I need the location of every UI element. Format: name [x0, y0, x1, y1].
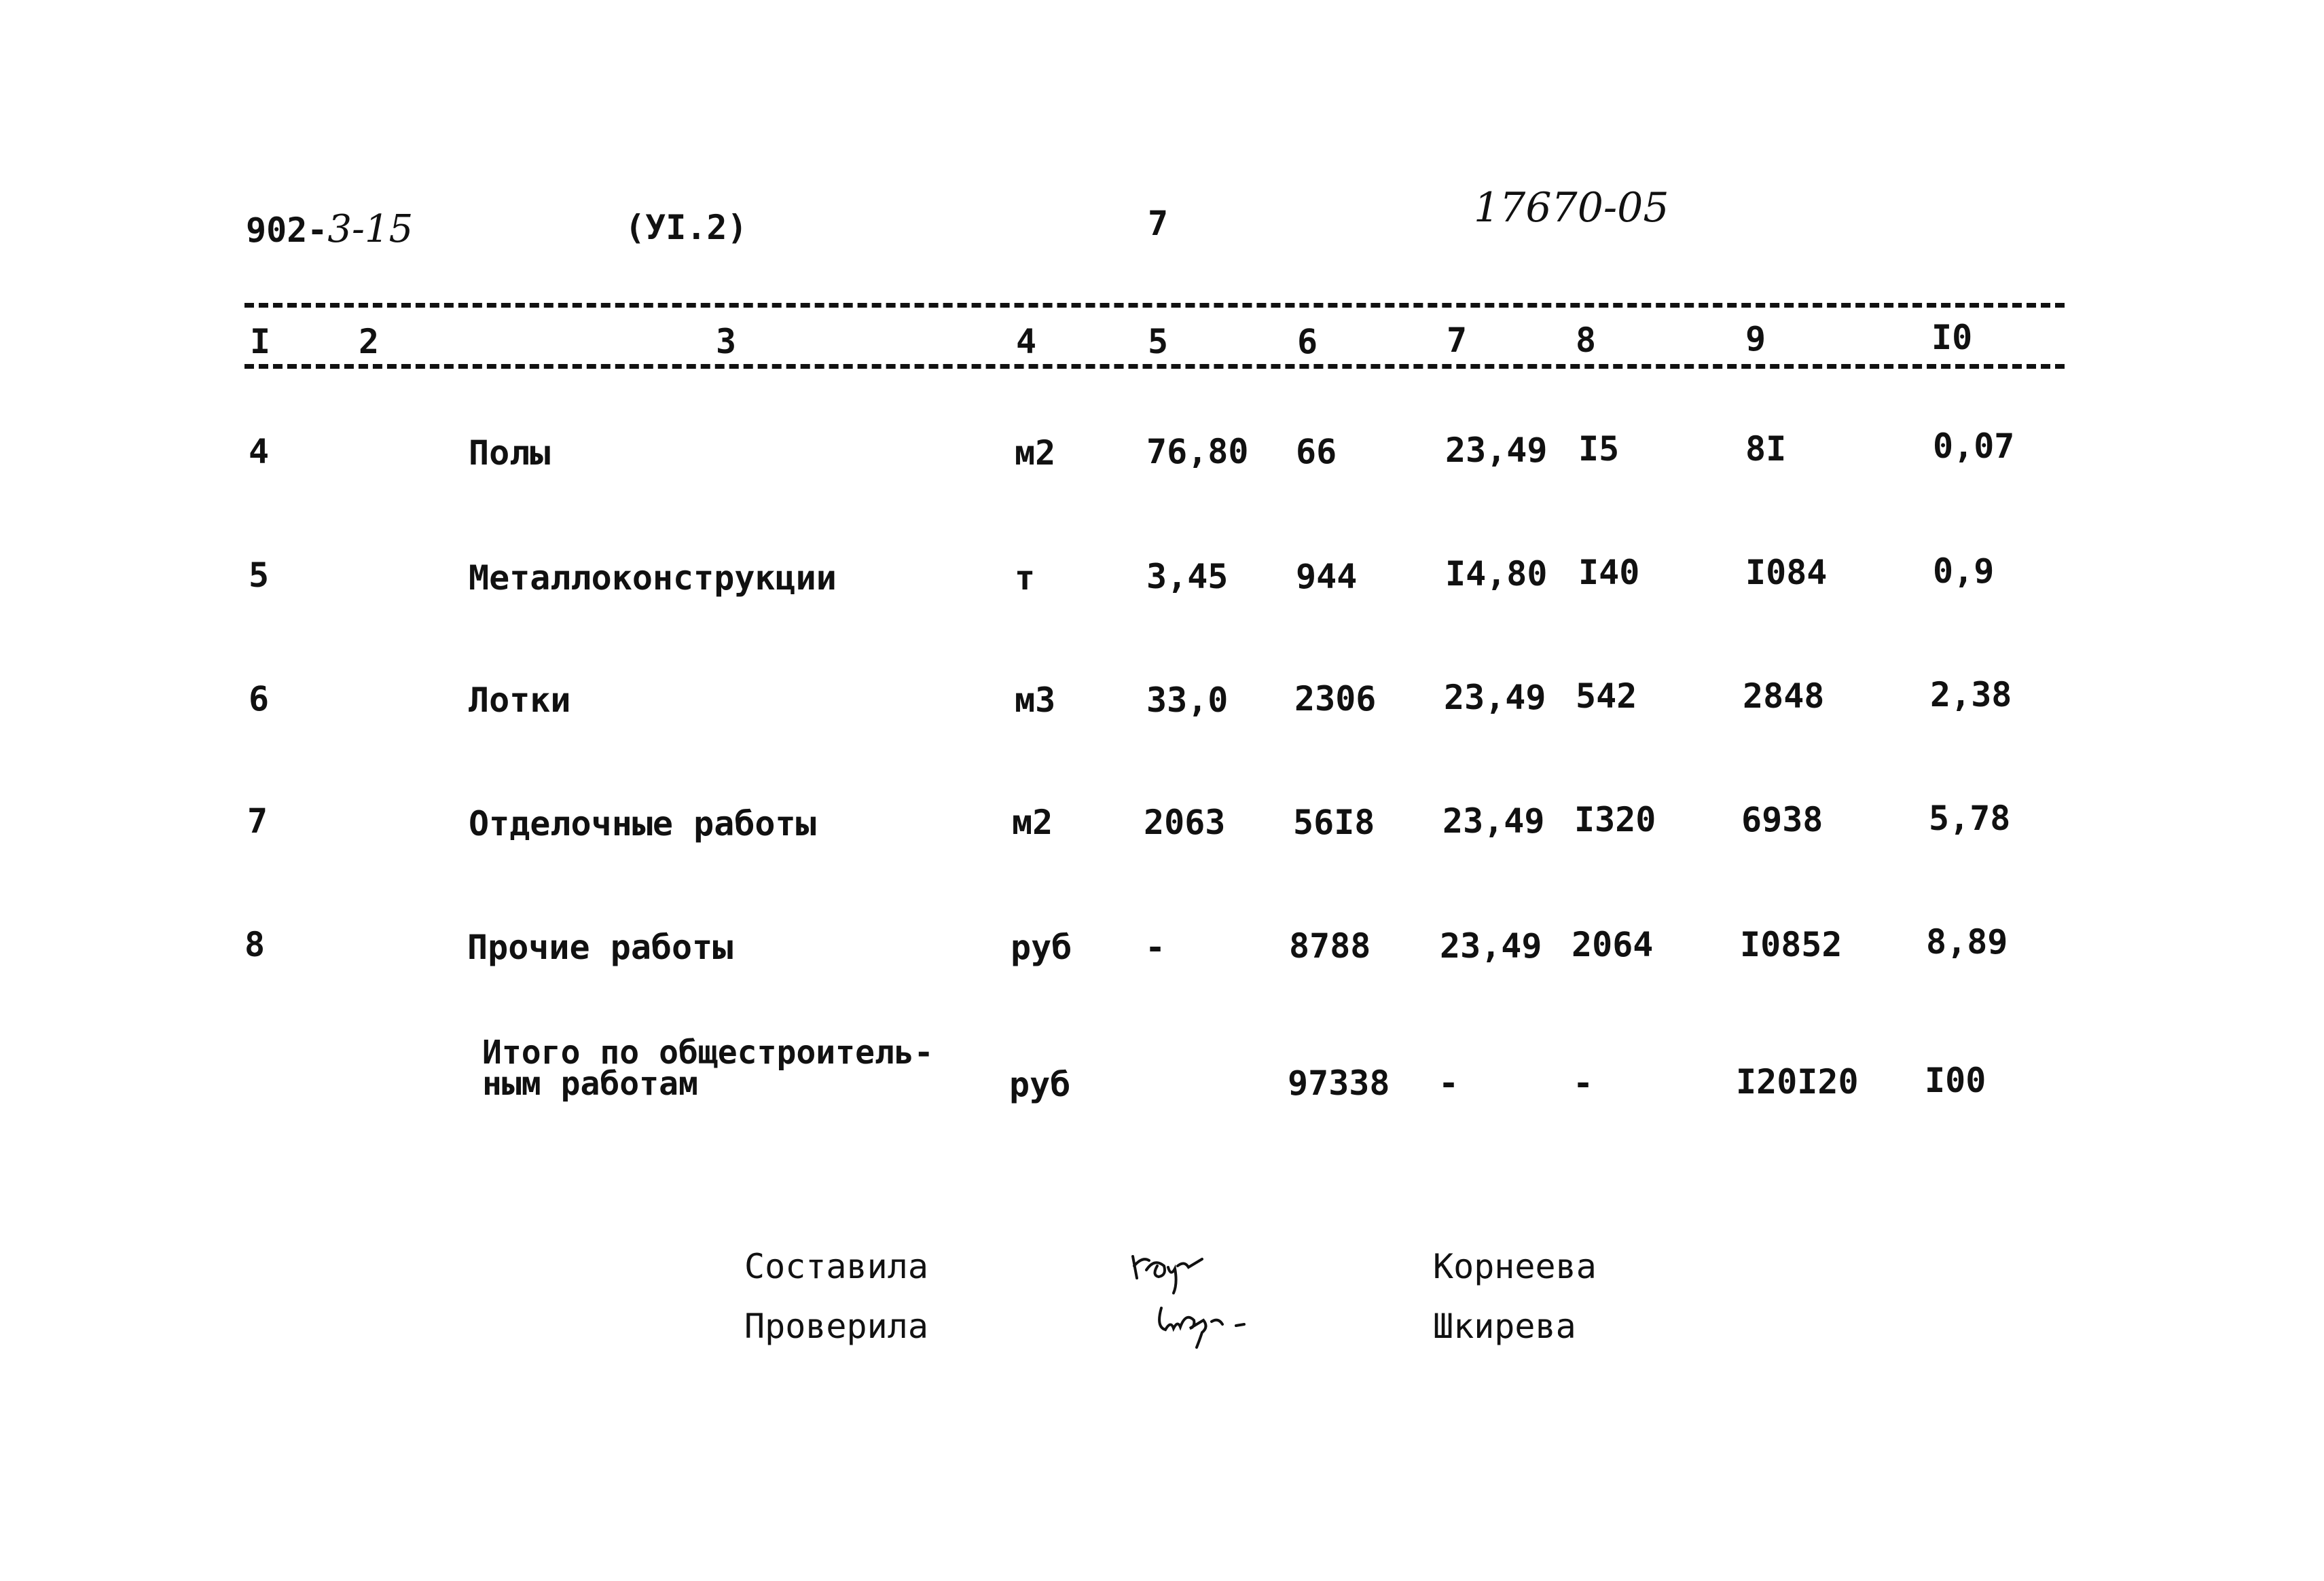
- signature-korneeva-icon: [1127, 1236, 1236, 1297]
- work-name: Металлоконструкции: [469, 558, 837, 598]
- col-6-value: 56I8: [1293, 803, 1375, 842]
- header-rule-bottom: [244, 364, 2065, 369]
- col-7-value: 23,49: [1440, 926, 1542, 966]
- col-6-value: 944: [1296, 557, 1358, 596]
- section-number: (УI.2): [625, 208, 748, 247]
- column-header: I0: [1931, 318, 1973, 357]
- col-6-value: 2306: [1294, 679, 1377, 719]
- column-header: I: [250, 322, 271, 361]
- total-label-line1: Итого по общестроитель-: [482, 1034, 934, 1072]
- column-header: 7: [1447, 321, 1468, 360]
- document-code-handwritten: 3-15: [327, 207, 414, 251]
- row-number: 8: [244, 925, 266, 964]
- unit: т: [1015, 558, 1036, 598]
- column-header: 4: [1016, 322, 1037, 361]
- total-col-8: -: [1573, 1064, 1594, 1103]
- total-col-6: 97338: [1288, 1064, 1390, 1103]
- col-9-value: 8I: [1745, 429, 1787, 469]
- compiled-by-label: Составила: [744, 1247, 928, 1286]
- quantity: 76,80: [1146, 432, 1249, 471]
- col-6-value: 8788: [1289, 926, 1371, 966]
- col-9-value: 2848: [1743, 676, 1825, 716]
- col-10-value: 0,07: [1933, 426, 2015, 466]
- column-header: 2: [359, 322, 380, 361]
- header-rule-top: [244, 303, 2065, 308]
- row-number: 5: [249, 556, 270, 595]
- document-code-printed: 902-: [246, 211, 328, 250]
- unit: м2: [1015, 433, 1056, 473]
- col-9-value: I084: [1745, 553, 1828, 592]
- total-col-7: -: [1438, 1064, 1459, 1103]
- checked-by-label: Проверила: [744, 1307, 928, 1346]
- column-header: 3: [716, 322, 737, 361]
- col-7-value: 23,49: [1442, 801, 1545, 841]
- total-col-9: I20I20: [1736, 1062, 1859, 1102]
- col-8-value: 542: [1576, 676, 1637, 716]
- column-header: 6: [1297, 322, 1318, 361]
- col-8-value: I5: [1578, 429, 1620, 469]
- signature-shkireva-icon: [1155, 1293, 1290, 1354]
- work-name: Полы: [469, 433, 551, 473]
- col-8-value: I320: [1574, 800, 1656, 839]
- col-10-value: 0,9: [1933, 551, 1995, 591]
- column-header: 5: [1148, 322, 1169, 361]
- work-name: Лотки: [469, 680, 571, 720]
- row-number: 6: [249, 679, 270, 719]
- col-8-value: 2064: [1572, 925, 1654, 964]
- col-9-value: 6938: [1741, 800, 1823, 839]
- page-number: 7: [1148, 204, 1169, 243]
- inventory-number: 17670-05: [1474, 184, 1669, 232]
- col-10-value: 8,89: [1926, 922, 2008, 962]
- col-8-value: I40: [1578, 553, 1640, 592]
- row-number: 7: [247, 801, 268, 841]
- total-unit: руб: [1009, 1065, 1071, 1104]
- document-code: [246, 207, 414, 251]
- column-header: 8: [1576, 321, 1597, 360]
- checker-name: Шкирева: [1433, 1307, 1576, 1346]
- col-10-value: 5,78: [1929, 799, 2011, 838]
- col-7-value: I4,80: [1445, 554, 1548, 594]
- quantity: 33,0: [1146, 680, 1229, 720]
- total-col-10: I00: [1925, 1061, 1986, 1100]
- unit: руб: [1011, 928, 1072, 967]
- col-9-value: I0852: [1740, 925, 1842, 964]
- quantity: -: [1145, 928, 1166, 967]
- quantity: 2063: [1144, 803, 1226, 842]
- quantity: 3,45: [1146, 557, 1229, 596]
- row-number: 4: [249, 432, 270, 471]
- col-7-value: 23,49: [1444, 678, 1546, 717]
- col-10-value: 2,38: [1930, 675, 2012, 714]
- total-label-line2: ным работам: [482, 1065, 698, 1103]
- work-name: Прочие работы: [467, 928, 733, 967]
- compiler-name: Корнеева: [1433, 1247, 1597, 1286]
- col-7-value: 23,49: [1445, 431, 1548, 470]
- work-name: Отделочные работы: [469, 804, 816, 843]
- column-header: 9: [1745, 319, 1766, 359]
- unit: м2: [1012, 803, 1053, 842]
- unit: м3: [1015, 680, 1056, 720]
- col-6-value: 66: [1296, 432, 1337, 471]
